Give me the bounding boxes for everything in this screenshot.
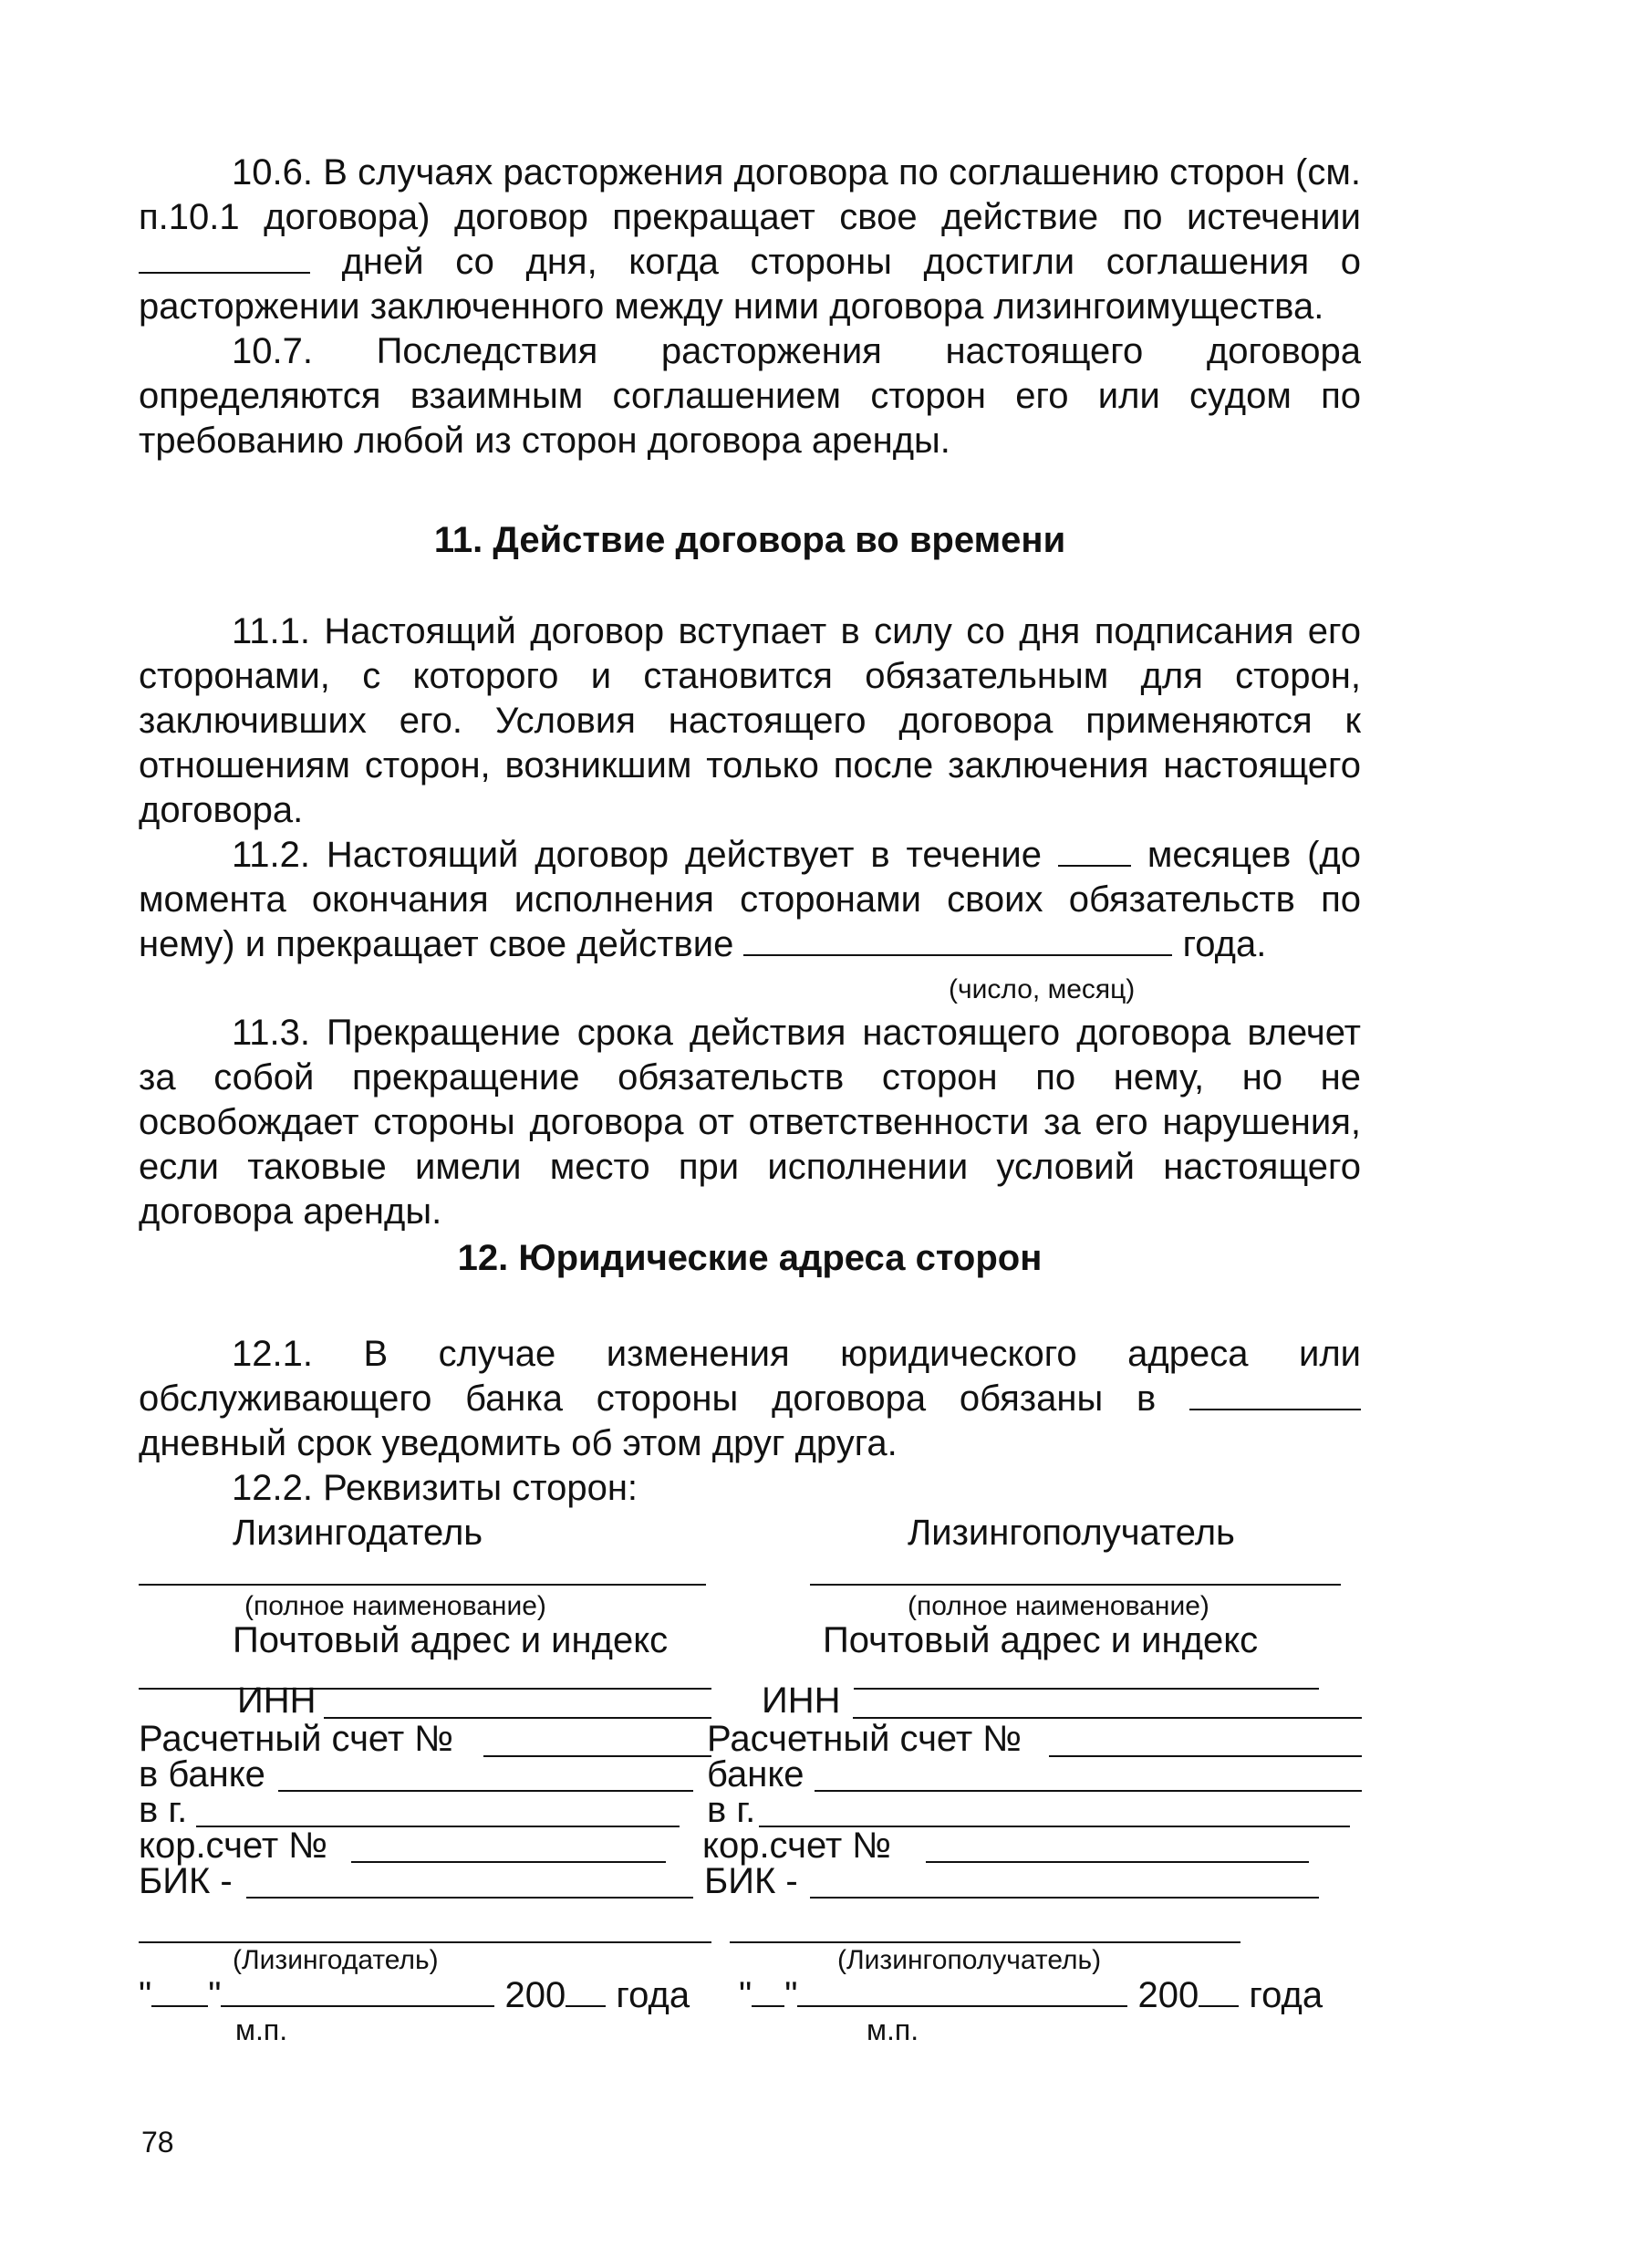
lessee-stamp: м.п. — [867, 2013, 919, 2046]
lessor-day-blank — [151, 1974, 208, 2007]
lessee-bank-label: банке — [707, 1754, 804, 1795]
paragraph-11-2-start: 11.2. Настоящий договор действует в течение — [232, 835, 1043, 875]
lessee-bik-line — [810, 1897, 1319, 1899]
lessor-bik-label: БИК - — [139, 1861, 233, 1901]
lessee-title: Лизингополучатель — [908, 1513, 1235, 1553]
notice-days-blank — [1189, 1378, 1361, 1410]
lessee-signature-caption: (Лизингополучатель) — [837, 1945, 1102, 1975]
lessee-bik-label: БИК - — [704, 1861, 798, 1901]
lessee-quote-close: " — [784, 1975, 798, 2015]
lessor-quote-open: " — [139, 1975, 152, 2015]
lessor-title: Лизингодатель — [233, 1513, 483, 1553]
section-12-text — [139, 1332, 1361, 1511]
lessor-account-line — [483, 1755, 711, 1757]
paragraph-11-3: 11.3. Прекращение срока действия настоящего договора влечет за собой прекращение обязательств сторон по нему, но не освобождает стороны договора от ответственности за его нарушения, если таковые имели место при исполнении условий настоящего договора аренды. — [139, 1013, 1361, 1232]
lessor-quote-close: " — [208, 1975, 222, 2015]
end-date-blank — [743, 923, 1172, 956]
paragraph-12-1-end: дневный срок уведомить об этом друг друга. — [139, 1423, 898, 1463]
lessee-date — [739, 1974, 1323, 2013]
lessor-account-label: Расчетный счет № — [139, 1719, 454, 1759]
paragraph-12-2: 12.2. Реквизиты сторон: — [232, 1468, 638, 1508]
heading-section-12: 12. Юридические адреса сторон — [457, 1238, 1043, 1278]
page-number: 78 — [141, 2126, 174, 2159]
heading-section-11: 11. Действие договора во времени — [433, 520, 1066, 560]
lessor-year-blank — [566, 1974, 606, 2007]
lessee-corr-line — [926, 1861, 1309, 1863]
lessee-account-line — [1049, 1755, 1362, 1757]
lessor-bank-label: в банке — [139, 1754, 265, 1795]
lessor-corr-label: кор.счет № — [139, 1826, 328, 1866]
paragraph-10-6 — [139, 151, 1361, 329]
paragraph-10-7: 10.7. Последствия расторжения настоящего договора определяются взаимным соглашением сторон его или судом по требованию любой из сторон договора аренды. — [139, 331, 1361, 461]
paragraph-11-2 — [139, 833, 1361, 967]
lessor-address-label: Почтовый адрес и индекс — [233, 1620, 669, 1660]
lessor-corr-line — [351, 1861, 666, 1863]
lessor-signature-caption: (Лизингодатель) — [233, 1945, 439, 1975]
paragraph-10-6-start: 10.6. В случаях расторжения договора по соглашению сторон (см. п.10.1 договора) договор прекращает свое действие по истечении — [139, 152, 1361, 237]
lessee-year: 200 — [1137, 1975, 1199, 2015]
lessor-month-blank — [221, 1974, 494, 2007]
lessor-year: 200 — [504, 1975, 566, 2015]
paragraph-11-1: 11.1. Настоящий договор вступает в силу со дня подписания его сторонами, с которого и становится обязательным для сторон, заключивших его. Условия настоящего договора применяются к отношениям сторон, возникшим только после заключения настоящего договора. — [139, 611, 1361, 830]
lessee-year-blank — [1199, 1974, 1239, 2007]
paragraph-11-2-middle: месяцев (до момента окончания исполнения сторонами своих обязательств по нему) и прекращает свое действие — [139, 835, 1362, 964]
lessor-date — [139, 1974, 690, 2013]
lessor-signature-line — [139, 1941, 711, 1943]
lessee-quote-open: " — [739, 1975, 753, 2015]
paragraph-12-1 — [139, 1332, 1361, 1466]
lessee-bank-line — [815, 1790, 1362, 1792]
lessee-signature-line — [730, 1941, 1240, 1943]
section-10-text — [139, 151, 1361, 463]
section-11-text — [139, 609, 1361, 967]
paragraph-11-2-end: года. — [1182, 924, 1267, 964]
lessor-year-word: года — [616, 1975, 690, 2015]
paragraph-10-6-end: дней со дня, когда стороны достигли соглашения о расторжении заключенного между ними договора лизингоимущества. — [139, 242, 1361, 327]
lessee-corr-label: кор.счет № — [702, 1826, 892, 1866]
lessor-city-label: в г. — [139, 1790, 188, 1830]
lessee-inn-label: ИНН — [762, 1680, 841, 1721]
lessor-inn-label: ИНН — [237, 1680, 317, 1721]
lessee-city-label: в г. — [707, 1790, 756, 1830]
paragraph-12-1-start: 12.1. В случае изменения юридического адреса или обслуживающего банка стороны договора обязаны в — [139, 1334, 1361, 1419]
lessee-name-line — [810, 1584, 1341, 1586]
lessee-name-caption: (полное наименование) — [908, 1591, 1209, 1621]
lessor-name-caption: (полное наименование) — [244, 1591, 546, 1621]
lessee-day-blank — [752, 1974, 784, 2007]
lessor-bank-line — [278, 1790, 693, 1792]
lessee-account-label: Расчетный счет № — [707, 1719, 1022, 1759]
lessee-address-line — [854, 1688, 1319, 1690]
lessee-address-label: Почтовый адрес и индекс — [823, 1620, 1259, 1660]
lessor-address-line — [139, 1688, 711, 1690]
days-blank — [139, 241, 310, 274]
lessor-bik-line — [246, 1897, 693, 1899]
lessee-year-word: года — [1249, 1975, 1323, 2015]
lessor-name-line — [139, 1584, 706, 1586]
lessor-stamp: м.п. — [235, 2013, 288, 2046]
section-11-3-text — [139, 1011, 1361, 1234]
lessee-month-blank — [797, 1974, 1127, 2007]
months-blank — [1058, 834, 1131, 867]
date-caption: (число, месяц) — [949, 974, 1136, 1004]
